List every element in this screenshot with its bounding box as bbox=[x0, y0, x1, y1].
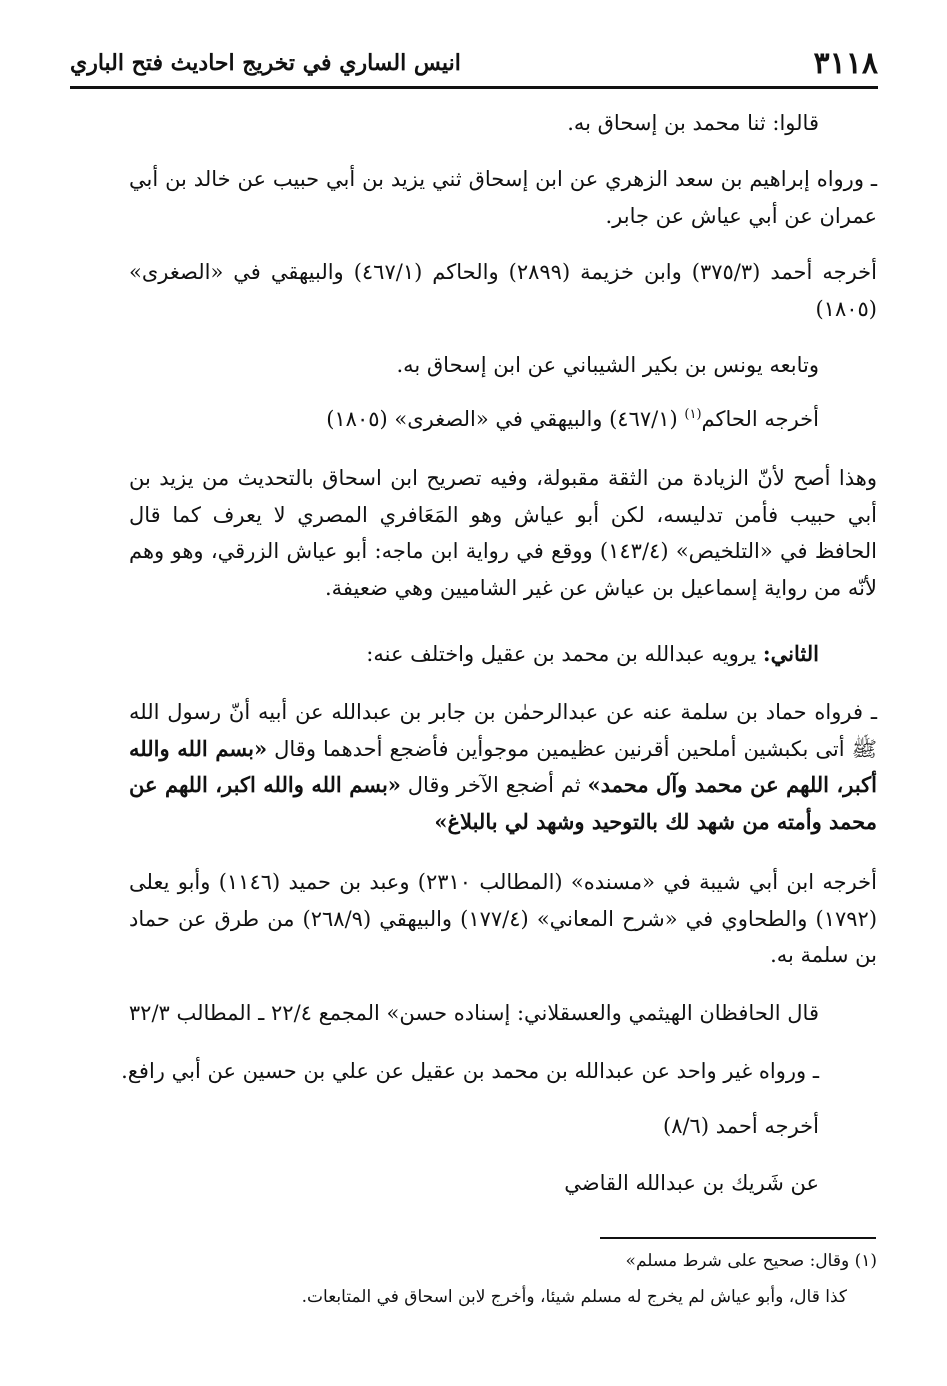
paragraph-3: أخرجه أحمد (٣٧٥/٣) وابن خزيمة (٢٨٩٩) والحاكم (٤٦٧/١) والبيهقي في «الصغرى» (١٨٠٥) bbox=[129, 260, 877, 321]
paragraph-5 bbox=[89, 401, 819, 438]
paragraph-7-text: يرويه عبدالله بن محمد بن عقيل واختلف عنه: bbox=[366, 642, 763, 666]
footnote-line-2: كذا قال، وأبو عياش لم يخرج له مسلم شيئا، وأخرج لابن اسحاق في المتابعات. bbox=[301, 1287, 847, 1307]
paragraph-4: وتابعه يونس بن بكير الشيباني عن ابن إسحاق به. bbox=[396, 353, 819, 377]
paragraph-8-text-c: ثم أضجع الآخر وقال bbox=[400, 773, 588, 797]
footnote-ref: (١) bbox=[684, 407, 702, 422]
paragraph-13: عن شَريك بن عبدالله القاضي bbox=[564, 1171, 819, 1195]
paragraph-9: أخرجه ابن أبي شيبة في «مسنده» (المطالب ٢٣١٠) وعبد بن حميد (١١٤٦) وأبو يعلى (١٧٩٢) والطحاوي في «شرح المعاني» (١٧٧/٤) والبيهقي (٢٦٨/٩) من طرق عن حماد بن سلمة به. bbox=[129, 870, 878, 967]
paragraph-5-text-b: (٤٦٧/١) والبيهقي في «الصغرى» (١٨٠٥) bbox=[326, 407, 685, 431]
header-rule bbox=[70, 86, 878, 89]
paragraph-6: وهذا أصح لأنّ الزيادة من الثقة مقبولة، وفيه تصريح ابن اسحاق بالتحديث من يزيد بن أبي حبيب فأمن تدليسه، لكن أبو عياش وهو المَعَافري المصري لا يعرف كما قال الحافظ في «التلخيص» (١٤٣/٤) ووقع في رواية ابن ماجه: أبو عياش الزرقي، وهو وهم لأنّه من رواية إسماعيل بن عياش عن غير الشاميين وهي ضعيفة. bbox=[129, 466, 877, 600]
hadith-quote-2: «بسم الله والله اكبر، اللهم عن محمد وأمته من شهد لك بالتوحيد وشهد لي بالبلاغ» bbox=[129, 772, 877, 834]
paragraph-1: قالوا: ثنا محمد بن إسحاق به. bbox=[567, 111, 819, 135]
hadith-quote-1: «بسم الله والله أكبر، اللهم عن محمد وآل محمد» bbox=[129, 735, 878, 797]
page-number: ٣١١٨ bbox=[813, 45, 878, 81]
footnote-rule bbox=[600, 1237, 876, 1239]
paragraph-7 bbox=[89, 636, 819, 673]
book-title: انيس الساري في تخريج احاديث فتح الباري bbox=[70, 50, 461, 76]
footnote-line-1: (١) وقال: صحيح على شرط مسلم» bbox=[625, 1251, 877, 1271]
running-header bbox=[70, 40, 878, 86]
paragraph-2: ـ ورواه إبراهيم بن سعد الزهري عن ابن إسحاق ثني يزيد بن أبي حبيب عن خالد بن أبي عمران عن أبي عياش عن جابر. bbox=[129, 167, 877, 228]
paragraph-8 bbox=[129, 694, 877, 840]
paragraph-12: أخرجه أحمد (٨/٦) bbox=[662, 1114, 819, 1138]
section-lead: الثاني: bbox=[762, 641, 819, 666]
paragraph-11: ـ ورواه غير واحد عن عبدالله بن محمد بن عقيل عن علي بن حسين عن أبي رافع. bbox=[121, 1059, 819, 1083]
paragraph-8-text-a: ـ فرواه حماد بن سلمة عنه عن عبدالرحمٰن بن جابر بن عبدالله عن أبيه أنّ رسول الله ﷺ أتى بكبشين أملحين أقرنين عظيمين موجوأين فأضجع أحدهما وقال bbox=[129, 700, 877, 761]
paragraph-5-text-a: أخرجه الحاكم bbox=[701, 407, 819, 431]
paragraph-10: قال الحافظان الهيثمي والعسقلاني: إسناده حسن» المجمع ٢٢/٤ ـ المطالب ٣٢/٣ bbox=[128, 1001, 819, 1025]
